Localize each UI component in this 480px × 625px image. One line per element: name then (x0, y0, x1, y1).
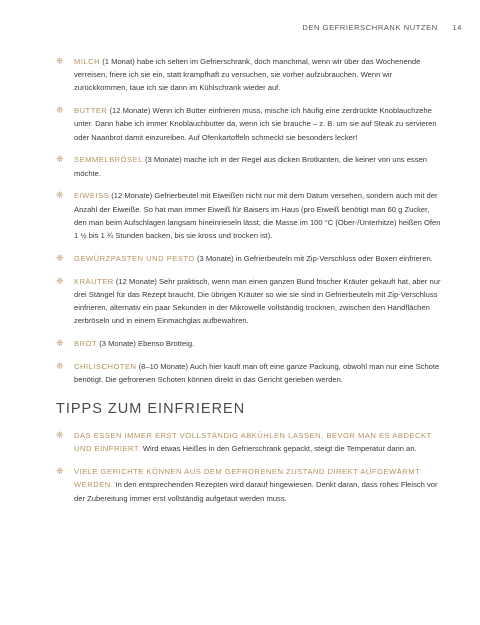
tip-term: VIELE GERICHTE KÖNNEN AUS DEM GEFRORENEN ZUSTAND DIREKT AUFGEWÄRMT WERDEN. (74, 467, 421, 490)
snowflake-icon: ❈ (56, 105, 64, 116)
snowflake-icon: ❈ (56, 275, 64, 286)
snowflake-icon: ❈ (56, 466, 64, 477)
header-title: DEN GEFRIERSCHRANK NUTZEN (302, 23, 438, 32)
list-item (56, 275, 442, 328)
entry-text: (12 Monate) Wenn ich Butter einfrieren muss, mische ich häufig eine zerdrückte Knoblauchzehe unter. Dann habe ich immer Knoblauchbutter da, wenn ich sie brauche – z. B. um sie auf Steak zu servieren oder Naanbrot damit einzureiben. Auf Ofenkartoffeln schmeckt sie besonders lecker! (74, 106, 437, 142)
entry-term: EIWEISS (74, 191, 110, 201)
snowflake-icon: ❈ (56, 190, 64, 201)
tip-text: Wird etwas Heißes in den Gefrierschrank gepackt, steigt die Temperatur darin an. (140, 444, 417, 454)
entry-term: KRÄUTER (74, 276, 114, 286)
page-content (56, 55, 442, 514)
running-header (302, 23, 462, 32)
snowflake-icon: ❈ (56, 154, 64, 165)
entry-text: (1 Monat) habe ich selten im Gefrierschrank, doch manchmal, wenn wir über das Wochenende verreisen, friere ich sie ein, statt krampfhaft zu versuchen, sie vorher aufzubrauchen. Wenn wir zurückkommen, taue ich sie dann im Kühlschrank wieder auf. (74, 57, 421, 93)
page-number: 14 (452, 23, 462, 32)
snowflake-icon: ❈ (56, 360, 64, 371)
tip-text: In den entsprechenden Rezepten wird darauf hingewiesen. Denkt daran, dass rohes Fleisch vor der Zubereitung immer erst vollständig aufgetaut werden muss. (74, 480, 438, 503)
list-item (56, 153, 442, 179)
entry-text: (3 Monate) mache ich in der Regel aus dicken Brotkanten, die keiner von uns essen möchte. (74, 155, 427, 178)
list-item (56, 465, 442, 505)
entry-term: SEMMELBRÖSEL (74, 155, 143, 165)
list-item (56, 360, 442, 386)
entry-term: MILCH (74, 57, 101, 66)
entry-text: (3 Monate) Ebenso Brotteig. (97, 339, 195, 349)
entry-term: CHILISCHOTEN (74, 361, 137, 371)
list-item (56, 429, 442, 455)
entry-term: GEWÜRZPASTEN UND PESTO (74, 253, 195, 263)
snowflake-icon: ❈ (56, 56, 64, 66)
tip-term: DAS ESSEN IMMER ERST VOLLSTÄNDIG ABKÜHLEN LASSEN, BEVOR MAN ES ABDECKT UND EINFRIERT. (74, 431, 432, 454)
section-heading: TIPPS ZUM EINFRIEREN (56, 401, 246, 418)
entry-term: BROT (74, 339, 98, 349)
entry-text: (8–10 Monate) Auch hier kauft man oft eine ganze Packung, obwohl man nur eine Schote benötigt. Die gefrorenen Schoten können direkt in das Gericht gerieben werden. (74, 361, 440, 385)
list-item (56, 252, 442, 265)
list-item (56, 104, 442, 144)
entry-text: (12 Monate) Sehr praktisch, wenn man einen ganzen Bund frischer Kräuter gekauft hat, aber nur drei Stängel für das Rezept braucht. Die übrigen Kräuter so wie sie sind in Gefrierbeuteln mit Zip-Verschluss einfrieren, alternativ ein paar Sekunden in der Mikrowelle vollständig trocknen, zwischen den Handflächen zerbröseln und in einem Einmachglas aufbewahren. (74, 276, 441, 326)
list-item (56, 337, 442, 350)
list-item (56, 189, 442, 242)
list-item (56, 55, 442, 95)
snowflake-icon: ❈ (56, 338, 64, 349)
snowflake-icon: ❈ (56, 430, 64, 441)
snowflake-icon: ❈ (56, 252, 64, 263)
entry-text: (12 Monate) Gefrierbeutel mit Eiweißen nicht nur mit dem Datum versehen, sondern auch mit der Anzahl der Eiweiße. So hat man immer Eiweiß für Baisers im Haus (pro Eiweiß benötigt man 60 g Zucker, den man beim Aufschlagen langsam hineinrieseln lässt; die Masse im 100 °C (Ober-/Unterhitze) heißen Ofen 1 ½ bis 1 ¾ Stunden backen, bis sie kross und trocken ist). (74, 191, 441, 241)
entry-text: (3 Monate) in Gefrierbeuteln mit Zip-Verschluss oder Boxen einfrieren. (194, 253, 433, 263)
entry-term: BUTTER (74, 106, 108, 116)
